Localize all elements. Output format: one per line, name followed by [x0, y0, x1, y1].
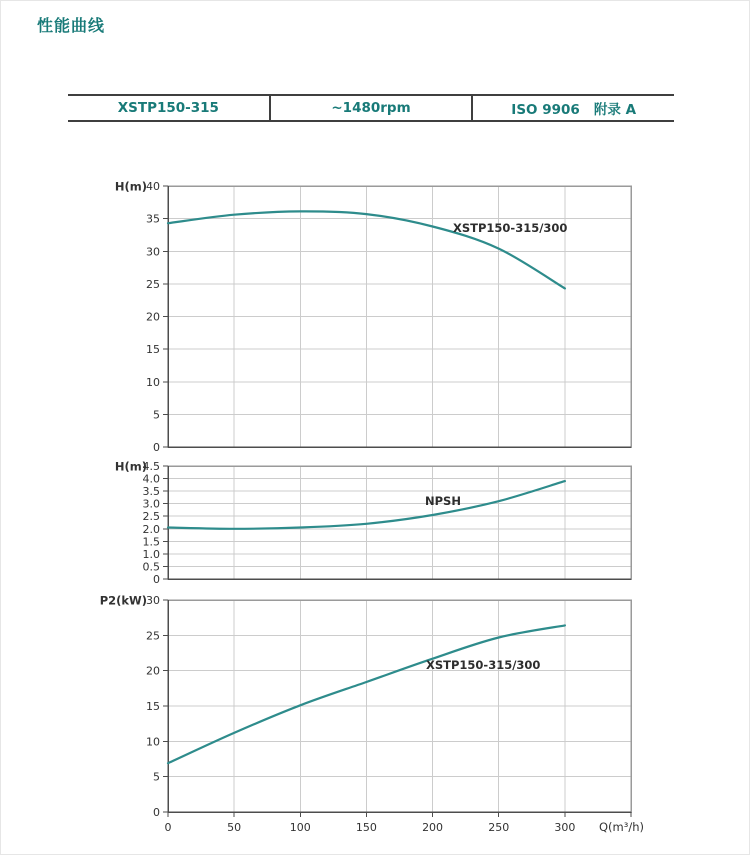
- head-curve: [168, 211, 568, 288]
- y-tick-label: 40: [146, 180, 160, 193]
- spec-model: XSTP150-315: [117, 100, 219, 116]
- y-tick-label: 25: [146, 629, 160, 643]
- chart-power-curve: [100, 594, 631, 820]
- y-tick-label: 25: [146, 277, 160, 291]
- y-tick-label: 10: [146, 735, 160, 749]
- chart-head-curve: [115, 180, 631, 455]
- y-tick-label: 20: [146, 664, 160, 678]
- y-tick-label: 1.5: [142, 535, 160, 549]
- y-tick-label: 2.0: [142, 522, 160, 536]
- plot-border: [168, 466, 631, 579]
- spec-table: [68, 94, 674, 122]
- x-tick-label: 250: [488, 821, 510, 834]
- spec-speed: ~1480rpm: [269, 96, 472, 120]
- y-tick-label: 5: [153, 408, 160, 422]
- curve-label: NPSH: [425, 494, 461, 508]
- x-tick-label: 100: [289, 821, 311, 834]
- y-tick-label: 30: [146, 594, 160, 607]
- curve-label: XSTP150-315/300: [453, 221, 568, 235]
- y-axis-unit-label: H(m): [114, 179, 147, 194]
- page-title: 性能曲线: [37, 16, 106, 35]
- x-tick-label: 50: [227, 821, 242, 834]
- x-tick-label: 0: [164, 821, 172, 834]
- y-tick-label: 1.0: [142, 547, 160, 561]
- y-tick-label: 3.0: [142, 497, 160, 511]
- y-tick-label: 4.5: [142, 460, 160, 473]
- y-tick-label: 20: [146, 310, 160, 324]
- y-tick-label: 30: [146, 245, 160, 259]
- x-axis-unit-label: Q(m³/h): [599, 820, 645, 834]
- y-tick-label: 2.5: [142, 510, 160, 524]
- spec-standard: ISO 9906 附录 A: [471, 96, 674, 120]
- x-tick-label: 150: [355, 821, 377, 834]
- y-tick-label: 0: [153, 573, 160, 586]
- performance-charts: [1, 1, 750, 855]
- x-tick-label: 300: [554, 821, 576, 834]
- y-axis-unit-label: P2(kW): [99, 593, 147, 608]
- curve-label: XSTP150-315/300: [426, 658, 541, 672]
- y-tick-label: 0: [153, 441, 160, 454]
- y-tick-label: 15: [146, 700, 160, 713]
- y-tick-label: 0: [153, 806, 160, 819]
- plot-border: [168, 186, 631, 447]
- plot-border: [168, 600, 631, 812]
- y-tick-label: 15: [146, 343, 160, 357]
- y-tick-label: 5: [153, 770, 160, 784]
- y-tick-label: 10: [146, 375, 160, 389]
- x-tick-label: 200: [422, 821, 444, 834]
- y-tick-label: 35: [146, 212, 160, 226]
- chart-npsh-curve: [115, 460, 631, 587]
- y-axis-unit-label: H(m): [114, 459, 147, 474]
- power-curve: [168, 625, 565, 763]
- q-axis: [165, 812, 645, 834]
- y-tick-label: 4.0: [142, 472, 160, 486]
- npsh-curve: [168, 481, 565, 529]
- y-tick-label: 0.5: [142, 560, 160, 574]
- y-tick-label: 3.5: [142, 485, 160, 499]
